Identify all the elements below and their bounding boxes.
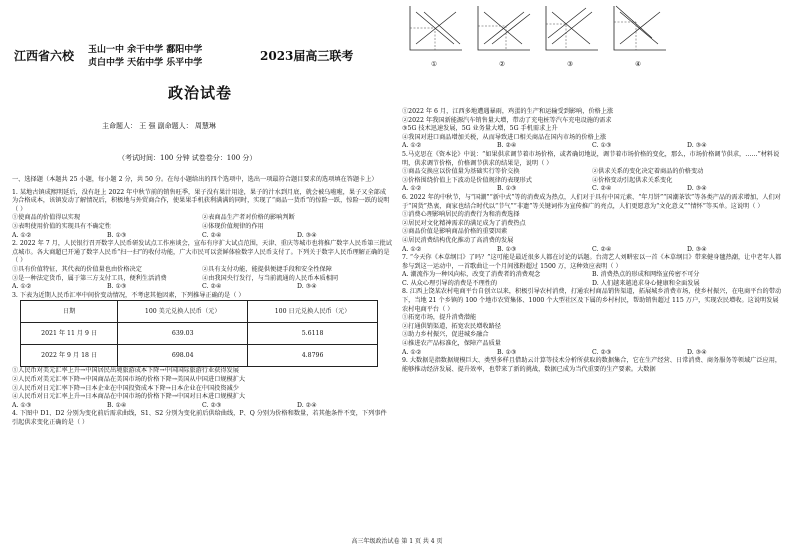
choice: A. ①②: [12, 283, 32, 291]
question-8-text: 8. 江西上饶某农村电商平台自创立以来，积极引导农村消费，打通农村商品销售渠道，拓展城乡消费市场，使乡村振兴，在电商平台的带动下，当地 21 个乡镇的 100 个地市农贸集体、1000 个大型社区及下属的乡村村民，帮助销售超过 115 万户，实现农民增收。这说明发展农村电商平台（ ）: [402, 288, 782, 313]
question-5-options-b: [402, 177, 782, 186]
question-4-option: ①2022 年 6 月，江西多地遭遇暴雨，鸡蛋的生产和运输受到影响，价格上涨: [402, 108, 614, 115]
question-2-text: 2. 2022 年 7 月，人民银行召开数字人民币研发试点工作座谈会，宣布有序扩大试点范围，天津、重庆等城市也将推广数字人民币第三批试点城市。各大商超已开通了数字人民币“扫一扫”的收付功能，广大市民可以尝鲜体验数字人民币支付了。下列关于数字人民币理解正确的是（ ）: [12, 240, 392, 265]
choice: D. ③④: [687, 142, 707, 150]
option: ③表明使用价值的实现具有不确定性: [12, 222, 111, 230]
graph-3-plot: [540, 4, 600, 56]
graph-label: ②: [499, 60, 505, 68]
graph-label: ③: [567, 60, 573, 68]
question-9-text: 9. 大数据是指数据规模巨大、类型多样且借助云计算等技术分析所获取的数据集合，它在生产经营、日常消费、商务服务等领域广泛应用，能够推动经济发展、提升效率，也带来了新的挑战，数据已成为当代重要的生产要素。大数据: [402, 357, 782, 373]
graph-2: [472, 4, 532, 66]
option: ④价格变动引起供求关系变化: [592, 176, 673, 184]
table-cell: 5.6118: [248, 323, 378, 345]
choice: D. ③④: [297, 231, 317, 239]
question-8-choices: [402, 349, 782, 358]
option: D. 人们越来越追求身心健康和全面发展: [592, 279, 700, 287]
paper-subject-title: 政治试卷: [168, 84, 233, 102]
option: ④体现价值规律的作用: [202, 222, 264, 230]
choice: A. ①②: [402, 142, 422, 150]
graph-4-plot: [608, 4, 668, 56]
table-row: [21, 345, 378, 367]
table-header-row: [21, 301, 378, 323]
exchange-rate-table: [20, 300, 378, 367]
supply-demand-graphs: [404, 0, 664, 68]
choice: D. ③④: [687, 348, 707, 356]
question-5-options-a: [402, 168, 782, 177]
choice: D. ③④: [687, 245, 707, 253]
question-3-option: ②人民币对美元汇率下降→中国商品在美国市场的价格下降→美国从中国进口规模扩大: [12, 375, 246, 383]
question-2-options-b: [12, 275, 392, 284]
right-column: [402, 108, 782, 374]
question-1-options-a: [12, 214, 392, 223]
option: ①商品交换应以价值量为基础实行等价交换: [402, 168, 520, 176]
choice: B. ①③: [107, 231, 127, 239]
option: A. 潮流作为一种风向标，改变了消费者的消费观念: [402, 271, 541, 279]
school-list-row2: 贞白中学 天佑中学 乐平中学: [88, 58, 203, 68]
question-6-choices: [402, 246, 782, 255]
question-4-option: ③5G 技术迅速发展，5G 业务量大增，5G 手机需求上升: [402, 125, 558, 133]
question-4-text: 4. 下图中 D1、D2 分别为变化前后需求曲线，S1、S2 分别为变化前后供给曲线，P、Q 分别为价格和数量，若其他条件不变，下列事件引起供求变化正确的是（ ）: [12, 410, 387, 426]
choice: C. ②③: [202, 401, 222, 409]
graph-2-plot: [472, 4, 532, 56]
table-cell: 4.8796: [248, 345, 378, 367]
choice: A. ①②: [402, 348, 422, 356]
question-6-text: 6. 2022 年的中秋节，与“国潮”“新中式”等的消费成为热点，人们对于具有中国元素、“年月饼”“国潮茶饮”等各类产品的需求增加，人们对于“国货”热衷，商家也结合时代以“节气”“非遗”等关键词作为宣传推广的亮点，人们更愿意为“文化意义”“情怀”等买单。这说明（ ）: [402, 193, 781, 210]
question-4-option: ④我国对进口商品增加关税，从而导致进口相关商品在国内市场的价格上涨: [402, 133, 607, 141]
section-title: 一、选择题（本题共 25 小题，每小题 2 分，共 50 分。在每小题给出的四个选项中，选出一项最符合题目要求的选项填在答题卡上）: [12, 176, 378, 183]
option: ③是一种法定货币，属于第三方支付工具，便利生活消费: [12, 274, 167, 282]
choice: B. ①④: [107, 401, 127, 409]
graph-1: [404, 4, 464, 66]
question-1-options-b: [12, 223, 392, 232]
exam-title: 2023届高三联考: [260, 49, 354, 63]
choice: B. ①③: [497, 245, 517, 253]
choice: A. ①②: [402, 185, 422, 193]
choice: B. ①③: [107, 283, 127, 291]
question-8-option: ④推进农产品标准化，保障产品质量: [402, 340, 501, 348]
option: ①使商品的价值得以实现: [12, 214, 81, 222]
choice: C. ②④: [592, 185, 612, 193]
question-2-options-a: [12, 266, 392, 275]
question-6-option: ①消费心理影响居民的消费行为和消费选择: [402, 211, 520, 219]
table-cell: 2021 年 11 月 9 日: [21, 323, 118, 345]
choice: A. ①②: [12, 231, 32, 239]
question-1-choices: [12, 232, 392, 241]
table-cell: 698.04: [118, 345, 248, 367]
choice: C. ②④: [202, 283, 222, 291]
question-6-option: ②居民对文化精神需求的满足成为了消费热点: [402, 219, 526, 227]
table-header-cell: 100 美元兑换人民币（元）: [118, 301, 248, 323]
question-3-option: ③人民币对日元汇率下降→日本企业在中国投资成本下降→日本企业在中国投资减少: [12, 384, 239, 392]
choice: D. ③④: [297, 283, 317, 291]
choice: C. ①③: [592, 142, 612, 150]
option: C. 从众心理引导的消费是不理性的: [402, 279, 498, 287]
table-cell: 2022 年 9 月 18 日: [21, 345, 118, 367]
question-5-choices: [402, 185, 782, 194]
question-3-choices: [12, 402, 392, 411]
table-row: [21, 323, 378, 345]
choice: B. ①③: [497, 348, 517, 356]
question-3-text: 3. 下表为近期人民币汇率中间价变动情况，不考虑其他因素，下列推导正确的是（ ）: [12, 291, 245, 299]
graph-4: [608, 4, 668, 66]
choice: A. ①③: [12, 401, 32, 409]
choice: C. ②④: [592, 245, 612, 253]
question-2-choices: [12, 283, 392, 292]
graph-3: [540, 4, 600, 66]
question-3-option: ①人民币对美元汇率上升→中国居民出境旅游成本下降→中国国际旅游行业获得发展: [12, 367, 239, 375]
option: B. 消费热点的形成和网络宣传密不可分: [592, 271, 700, 279]
left-column: [12, 176, 392, 427]
choice: C. ②④: [202, 231, 222, 239]
question-5-text: 5.马克思在《资本论》中说：“如果供求调节着市场价格，或者确切地说，调节着市场价格的变化，那么，市场价格调节供求，……”材料说明，供求调节价格，价格调节供求的结果是，说明（ ）: [402, 150, 780, 167]
question-4-option: ②2022 年我国新能源汽车销售量大增，带动了充电桩等汽车充电设施的需求: [402, 116, 612, 124]
option: ③价格围绕价值上下波动是价值规律的表现形式: [402, 176, 532, 184]
choice: D. ②④: [297, 401, 317, 409]
option: ②表商品生产者对价格的影响判断: [202, 214, 295, 222]
option: ④由我国央行发行，与当前流通的人民币本质相同: [202, 274, 339, 282]
option: ②具有支付功能，能提供便捷手段和安全性保障: [202, 265, 332, 273]
choice: D. ③④: [687, 185, 707, 193]
question-3-option: ④人民币对日元汇率上升→日本商品在中国市场的价格下降→中国对日本进口规模扩大: [12, 393, 246, 401]
table-header-cell: 日期: [21, 301, 118, 323]
province-name: 江西省六校: [14, 49, 75, 63]
graph-label: ④: [635, 60, 641, 68]
question-7-options-a: [402, 271, 782, 280]
option: ①具有价值特征，其代表的价值量也由价格决定: [12, 265, 142, 273]
question-6-option: ④居民消费结构优化推动了高消费的发展: [402, 236, 514, 244]
question-6-option: ③商品价值是影响商品价格的重要因素: [402, 228, 508, 236]
choice: B. ①③: [497, 185, 517, 193]
school-list-row1: 玉山一中 余干中学 鄱阳中学: [88, 45, 203, 55]
graph-label: ①: [431, 60, 437, 68]
question-8-option: ③助力乡村振兴，促进城乡融合: [402, 331, 489, 339]
authors-line: 主命题人： 王 强 副命题人： 周慧琳: [102, 122, 216, 130]
graph-1-plot: [404, 4, 464, 56]
time-score-line: （考试时间：100 分钟 试卷卷分：100 分）: [118, 154, 257, 162]
choice: A. ①②: [402, 245, 422, 253]
option: ②供求关系的变化决定着商品的价格变动: [592, 168, 704, 176]
question-7-text: 7. “今天你《本草纲目》了吗？”这可能是最近很多人都在讨论的话题。台湾艺人刘畊宏以一首《本草纲目》带来健身毽热潮，让中老年人都参与到这一运动中，一首歌曲让一个月间涨粉超过 1500 万，这种效应表明（ ）: [402, 254, 782, 270]
table-header-cell: 100 日元兑换人民币（元）: [248, 301, 378, 323]
choice: B. ②④: [497, 142, 517, 150]
question-4-choices: [402, 142, 782, 151]
page-footer: 高三年级政治试卷 第 1 页 共 4 页: [351, 538, 443, 545]
question-8-option: ②打通供销渠道，拓宽农民增收路径: [402, 322, 501, 330]
question-8-option: ①拓宽市场，提升消费潜能: [402, 314, 477, 322]
table-cell: 639.03: [118, 323, 248, 345]
question-1-text: 1. 某地古镇成熙明延后，没有赶上 2022 年中秋节前的销售旺季，果子没有果汁用途，果子的汁水到月底，就会被乌啦啦，果子又全部成为合格成本，该镇发动了解情况后，积极地与外贸商合作，使果果手机获利满满的同时，实现了“商品一货币”的惊险一跃，惊险一跃的说明（ ）: [12, 188, 390, 213]
choice: C. ②③: [592, 348, 612, 356]
